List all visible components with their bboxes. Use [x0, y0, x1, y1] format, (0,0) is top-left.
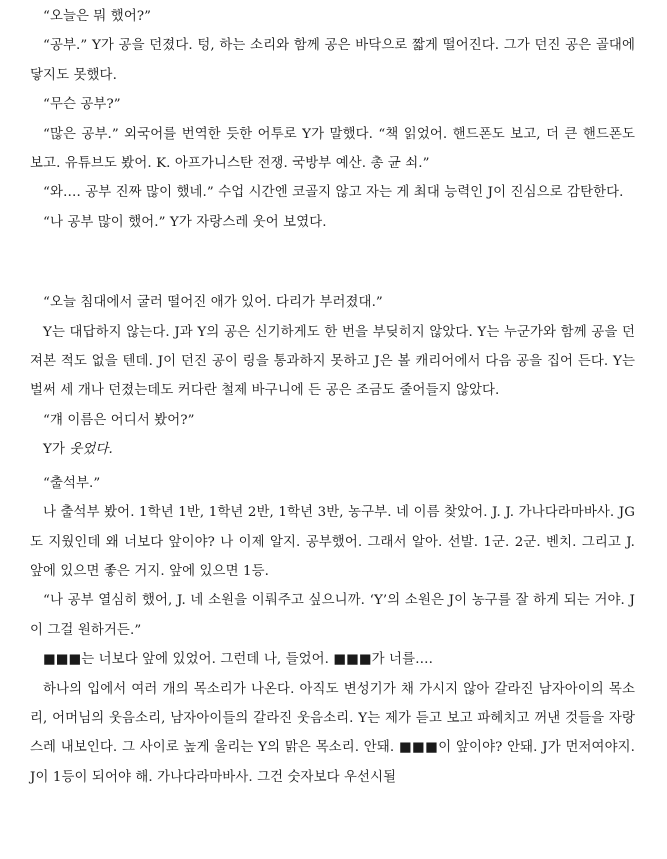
document-body [30, 2, 635, 792]
section-break [30, 237, 635, 288]
paragraph-1: “오늘은 뭐 했어?” [43, 9, 152, 24]
paragraph-10 [30, 435, 635, 464]
paragraph-6: “나 공부 많이 했어.” Y가 자랑스레 웃어 보였다. [43, 214, 327, 230]
paragraph-2: “공부.” Y가 공을 던졌다. 텅, 하는 소리와 함께 공은 바닥으로 짧게 떨어진다. 그가 던진 공은 골대에 닿지도 못했다. [30, 38, 635, 83]
paragraph-11: “출석부.” [43, 475, 101, 491]
paragraph-15: 하나의 입에서 여러 개의 목소리가 나온다. 아직도 변성기가 채 가시지 않아 갈라진 남자아이의 목소리, 어머님의 웃음소리, 남자아이들의 갈라진 웃음소리. Y는 제가 듣고 보고 파헤치고 꺼낸 것들을 자랑스레 내보인다. 그 사이로 높게 울리는 Y의 맑은 목소리. 안돼. ■■■이 앞이야? 안돼. J가 먼저여야지. J이 1등이 되어야 해. 가나다라마바사. 그건 숫자보다 우선시될 [30, 681, 635, 785]
paragraph-4: “많은 공부.” 외국어를 번역한 듯한 어투로 Y가 말했다. “책 읽었어. 핸드폰도 보고, 더 큰 핸드폰도 보고. 유튜브도 봤어. K. 아프가니스탄 전쟁. 국방부 예산. 총 균 쇠.” [30, 126, 635, 172]
paragraph-5: “와…. 공부 진짜 많이 했네.” 수업 시간엔 코골지 않고 자는 게 최대 능력인 J이 진심으로 감탄한다. [43, 185, 624, 201]
paragraph-10-prefix: Y가 [43, 442, 70, 458]
paragraph-8: Y는 대답하지 않는다. J과 Y의 공은 신기하게도 한 번을 부딪히지 않았다. Y는 누군가와 함께 공을 던져본 적도 없을 텐데. J이 던진 공이 링을 통과하지 못하고 J은 볼 캐리어에서 다음 공을 집어 든다. Y는 벌써 세 개나 던졌는데도 커다란 철제 바구니에 든 공은 조금도 줄어들지 않았다. [30, 324, 635, 399]
paragraph-13: “나 공부 열심히 했어, J. 네 소원을 이뤄주고 싶으니까. ‘Y’의 소원은 J이 농구를 잘 하게 되는 거야. J이 그걸 원하거든.” [30, 593, 635, 638]
paragraph-14: ■■■는 너보다 앞에 있었어. 그런데 나, 들었어. ■■■가 너를…. [43, 652, 433, 668]
paragraph-7: “오늘 침대에서 굴러 떨어진 애가 있어. 다리가 부러졌대.” [43, 295, 383, 311]
paragraph-3: “무슨 공부?” [43, 97, 121, 113]
paragraph-9: “걔 이름은 어디서 봤어?” [43, 412, 195, 428]
paragraph-10-italic: 웃었다. [69, 442, 113, 458]
paragraph-12: 나 출석부 봤어. 1학년 1반, 1학년 2반, 1학년 3반, 농구부. 네 이름 찾았어. J. J. 가나다라마바사. JG도 지웠인데 왜 너보다 앞이야? 나 이제 알지. 공부했어. 그래서 알아. 선발. 1군. 2군. 벤치. 그리고 J. 앞에 있으면 좋은 거지. 앞에 있으면 1등. [30, 505, 635, 579]
